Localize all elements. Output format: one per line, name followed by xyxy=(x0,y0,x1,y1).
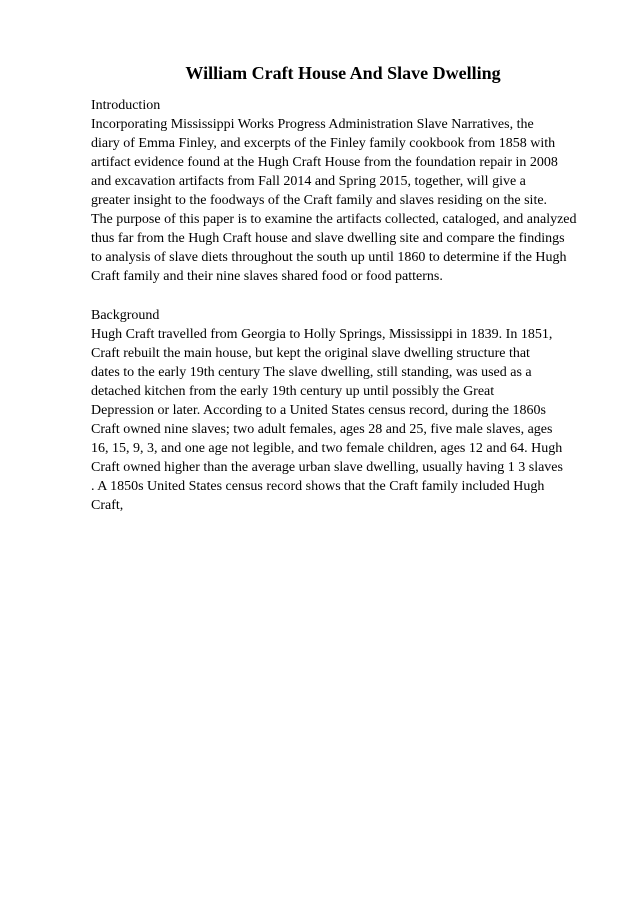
paragraph-line: The purpose of this paper is to examine the artifacts collected, cataloged, and analyzed xyxy=(91,212,577,228)
paragraph-line: thus far from the Hugh Craft house and slave dwelling site and compare the findings xyxy=(91,231,565,247)
paragraph-line: Depression or later. According to a United States census record, during the 1860s xyxy=(91,402,546,418)
paragraph-line: Craft, xyxy=(91,497,124,513)
paragraph-line: Craft owned nine slaves; two adult females, ages 28 and 25, five male slaves, ages xyxy=(91,421,553,437)
paragraph-line: and excavation artifacts from Fall 2014 and Spring 2015, together, will give a xyxy=(91,174,526,190)
paragraph-line: artifact evidence found at the Hugh Craft House from the foundation repair in 2008 xyxy=(91,155,558,171)
section-heading-introduction: Introduction xyxy=(91,98,161,113)
document-body xyxy=(91,96,631,515)
document-title: William Craft House And Slave Dwelling xyxy=(185,63,501,83)
paragraph-line: detached kitchen from the early 19th century up until possibly the Great xyxy=(91,383,495,399)
paragraph-line: . A 1850s United States census record shows that the Craft family included Hugh xyxy=(91,478,545,494)
paragraph-line: Hugh Craft travelled from Georgia to Holly Springs, Mississippi in 1839. In 1851, xyxy=(91,326,553,342)
paragraph-line: Craft rebuilt the main house, but kept the original slave dwelling structure that xyxy=(91,345,530,361)
paragraph-line: Craft owned higher than the average urban slave dwelling, usually having 1 3 slaves xyxy=(91,459,563,475)
paragraph-line: diary of Emma Finley, and excerpts of the Finley family cookbook from 1858 with xyxy=(91,136,556,152)
paragraph-line: to analysis of slave diets throughout the south up until 1860 to determine if the Hugh xyxy=(91,250,567,266)
paragraph-line: greater insight to the foodways of the Craft family and slaves residing on the site. xyxy=(91,193,548,209)
paragraph-spacer xyxy=(91,286,631,305)
section-heading-background: Background xyxy=(91,307,160,323)
paragraph-line: Incorporating Mississippi Works Progress Administration Slave Narratives, the xyxy=(91,117,534,133)
paragraph-line: Craft family and their nine slaves shared food or food patterns. xyxy=(91,269,443,285)
paragraph-line: 16, 15, 9, 3, and one age not legible, and two female children, ages 12 and 64. Hugh xyxy=(91,440,563,456)
paragraph-line: dates to the early 19th century The slave dwelling, still standing, was used as a xyxy=(91,364,532,380)
